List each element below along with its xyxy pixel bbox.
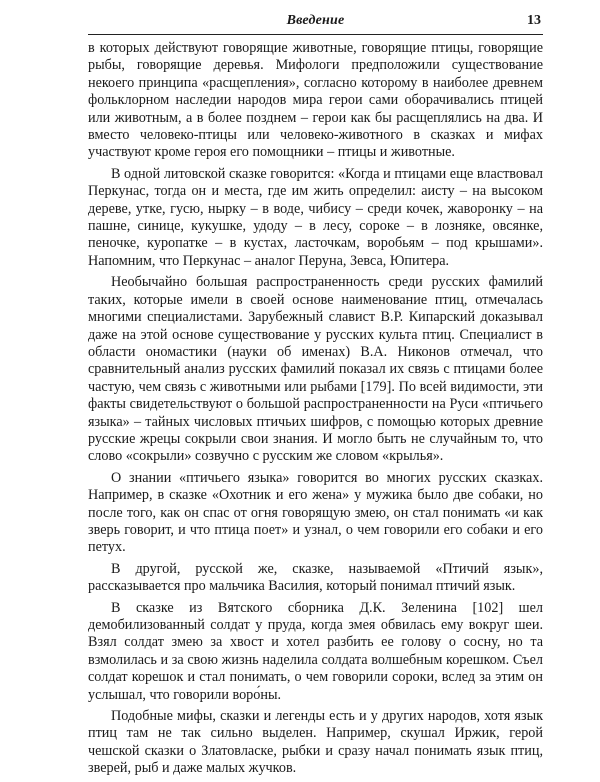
running-head: Введение bbox=[286, 13, 345, 28]
paragraph: Необычайно большая распространенность среди русских фамилий таких, которые имели в своей основе наименование птиц, отмечалась многими специалистами. Зарубежный славист В.Р. Кипарский доказывал даже на этой основе существование у русских культа птиц. Специалист в области ономастики (науки об именах) В.А. Никонов отмечал, что сравнительный анализ русских фамилий показал их связь с птицами более частую, чем связь с животными или рыбами [179]. По всей видимости, эти факты свидетельствуют о большой распространенности на Руси «птичьего языка» – тайных числовых птичьих шифров, с помощью которых древние русские жрецы сокрыли свои знания. И могло быть не случайным то, что слово «сокрыли» созвучно с русским же словом «крылья». bbox=[88, 274, 543, 465]
paragraph: В другой, русской же, сказке, называемой «Птичий язык», рассказывается про мальчика Василия, который понимал птичий язык. bbox=[88, 560, 543, 595]
page-number: 13 bbox=[527, 13, 541, 28]
page-header bbox=[88, 12, 543, 35]
paragraph: О знании «птичьего языка» говорится во многих русских сказках. Например, в сказке «Охотник и его жена» у мужика было две собаки, но после того, как он спас от огня говорящую змею, он стал понимать «и как зверь говорит, и что птица поет» и узнал, о чем говорили его собаки и его петух. bbox=[88, 469, 543, 556]
paragraph: В одной литовской сказке говорится: «Когда и птицами еще властвовал Перкунас, тогда он и места, где им жить определил: аисту – на высоком дереве, утке, гусю, нырку – в воде, чибису – среди кочек, жаворонку – на пашне, синице, кукушке, удоду – в лесу, сороке – в лозняке, овсянке, пеночке, куропатке – в кустах, ласточкам, воробьям – под крышами». Напомним, что Перкунас – аналог Перуна, Зевса, Юпитера. bbox=[88, 165, 543, 269]
page-body bbox=[88, 40, 543, 782]
paragraph: в которых действуют говорящие животные, говорящие птицы, говорящие рыбы, говорящие деревья. Мифологи предположили существование некоего принципа «расщепления», согласно которому в наиболее древнем фольклорном наследии народов мира герои сами оборачивались птицей или животным, а в более позднем – герои как бы расщеплялись на два. И вместо человеко-птицы или человеко-животного в сказках и мифах участвуют кроме героя его помощники – птицы и животные. bbox=[88, 40, 543, 161]
paragraph: В сказке из Вятского сборника Д.К. Зеленина [102] шел демобилизованный солдат у пруда, когда змея обвилась ему вокруг шеи. Взял солдат змею за хвост и хотел разбить ее голову о сосну, но та взмолилась и за свою жизнь наделила солдата волшебным корешком. Съел солдат корешок и стал понимать, о чем говорили сороки, вслед за этим он услышал, что говорили воро́ны. bbox=[88, 599, 543, 703]
paragraph: Подобные мифы, сказки и легенды есть и у других народов, хотя язык птиц там не так сильно выделен. Например, скушал Иржик, герой чешской сказки о Златовласке, рыбки и сразу начал понимать язык птиц, зверей, рыб и даже малых жучков. bbox=[88, 708, 543, 777]
